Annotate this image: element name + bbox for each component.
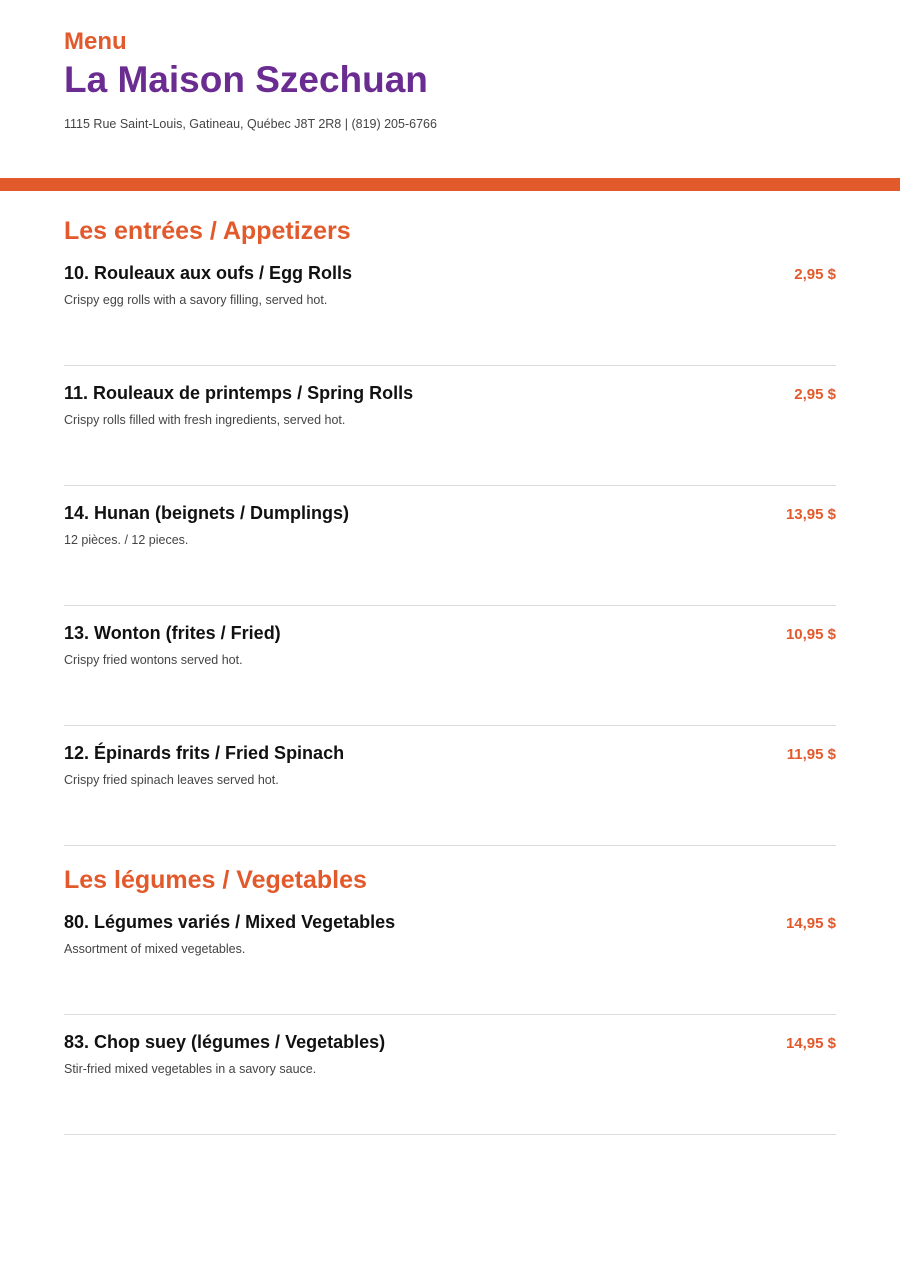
section-appetizers	[64, 216, 836, 846]
menu-label: Menu	[64, 28, 127, 55]
menu-item-row	[64, 502, 836, 525]
menu-item-row	[64, 742, 836, 765]
menu-item	[64, 246, 836, 366]
menu-item-description: Crispy egg rolls with a savory filling, served hot.	[64, 293, 328, 307]
section-vegetables	[64, 865, 836, 1135]
menu-item-description: Crispy rolls filled with fresh ingredients, served hot.	[64, 413, 346, 427]
menu-item	[64, 366, 836, 486]
menu-item	[64, 895, 836, 1015]
menu-item-price: 2,95 $	[794, 386, 836, 403]
menu-item-price: 10,95 $	[785, 626, 836, 643]
section-title: Les entrées / Appetizers	[64, 217, 351, 245]
menu-item-price: 14,95 $	[785, 1035, 836, 1052]
menu-item-name: 12. Épinards frits / Fried Spinach	[64, 743, 345, 763]
menu-header	[64, 28, 836, 132]
menu-item-price: 2,95 $	[794, 266, 836, 283]
menu-item	[64, 486, 836, 606]
menu-item-description: Crispy fried spinach leaves served hot.	[64, 773, 279, 787]
menu-item-name: 13. Wonton (frites / Fried)	[64, 623, 281, 643]
header-divider	[0, 178, 900, 191]
menu-item	[64, 606, 836, 726]
menu-item-name: 10. Rouleaux aux oufs / Egg Rolls	[64, 263, 353, 283]
menu-item-row	[64, 911, 836, 934]
menu-item-row	[64, 1031, 836, 1054]
menu-item-row	[64, 382, 836, 405]
menu-item	[64, 726, 836, 846]
menu-item-description: 12 pièces. / 12 pieces.	[64, 533, 189, 547]
menu-item-price: 14,95 $	[785, 915, 836, 932]
menu-item	[64, 1015, 836, 1135]
menu-item-name: 11. Rouleaux de printemps / Spring Rolls	[64, 383, 414, 403]
menu-item-name: 83. Chop suey (légumes / Vegetables)	[64, 1032, 386, 1052]
menu-content	[64, 216, 836, 1135]
section-title: Les légumes / Vegetables	[64, 866, 367, 894]
menu-item-row	[64, 622, 836, 645]
menu-item-row	[64, 262, 836, 285]
restaurant-address: 1115 Rue Saint-Louis, Gatineau, Québec J8T 2R8 | (819) 205-6766	[64, 117, 437, 131]
menu-item-name: 14. Hunan (beignets / Dumplings)	[64, 503, 350, 523]
menu-item-price: 11,95 $	[786, 746, 836, 763]
restaurant-name: La Maison Szechuan	[64, 59, 428, 100]
menu-item-price: 13,95 $	[785, 506, 836, 523]
menu-item-name: 80. Légumes variés / Mixed Vegetables	[64, 912, 396, 932]
menu-item-description: Stir-fried mixed vegetables in a savory sauce.	[64, 1062, 317, 1076]
menu-item-description: Assortment of mixed vegetables.	[64, 942, 246, 956]
menu-item-description: Crispy fried wontons served hot.	[64, 653, 243, 667]
